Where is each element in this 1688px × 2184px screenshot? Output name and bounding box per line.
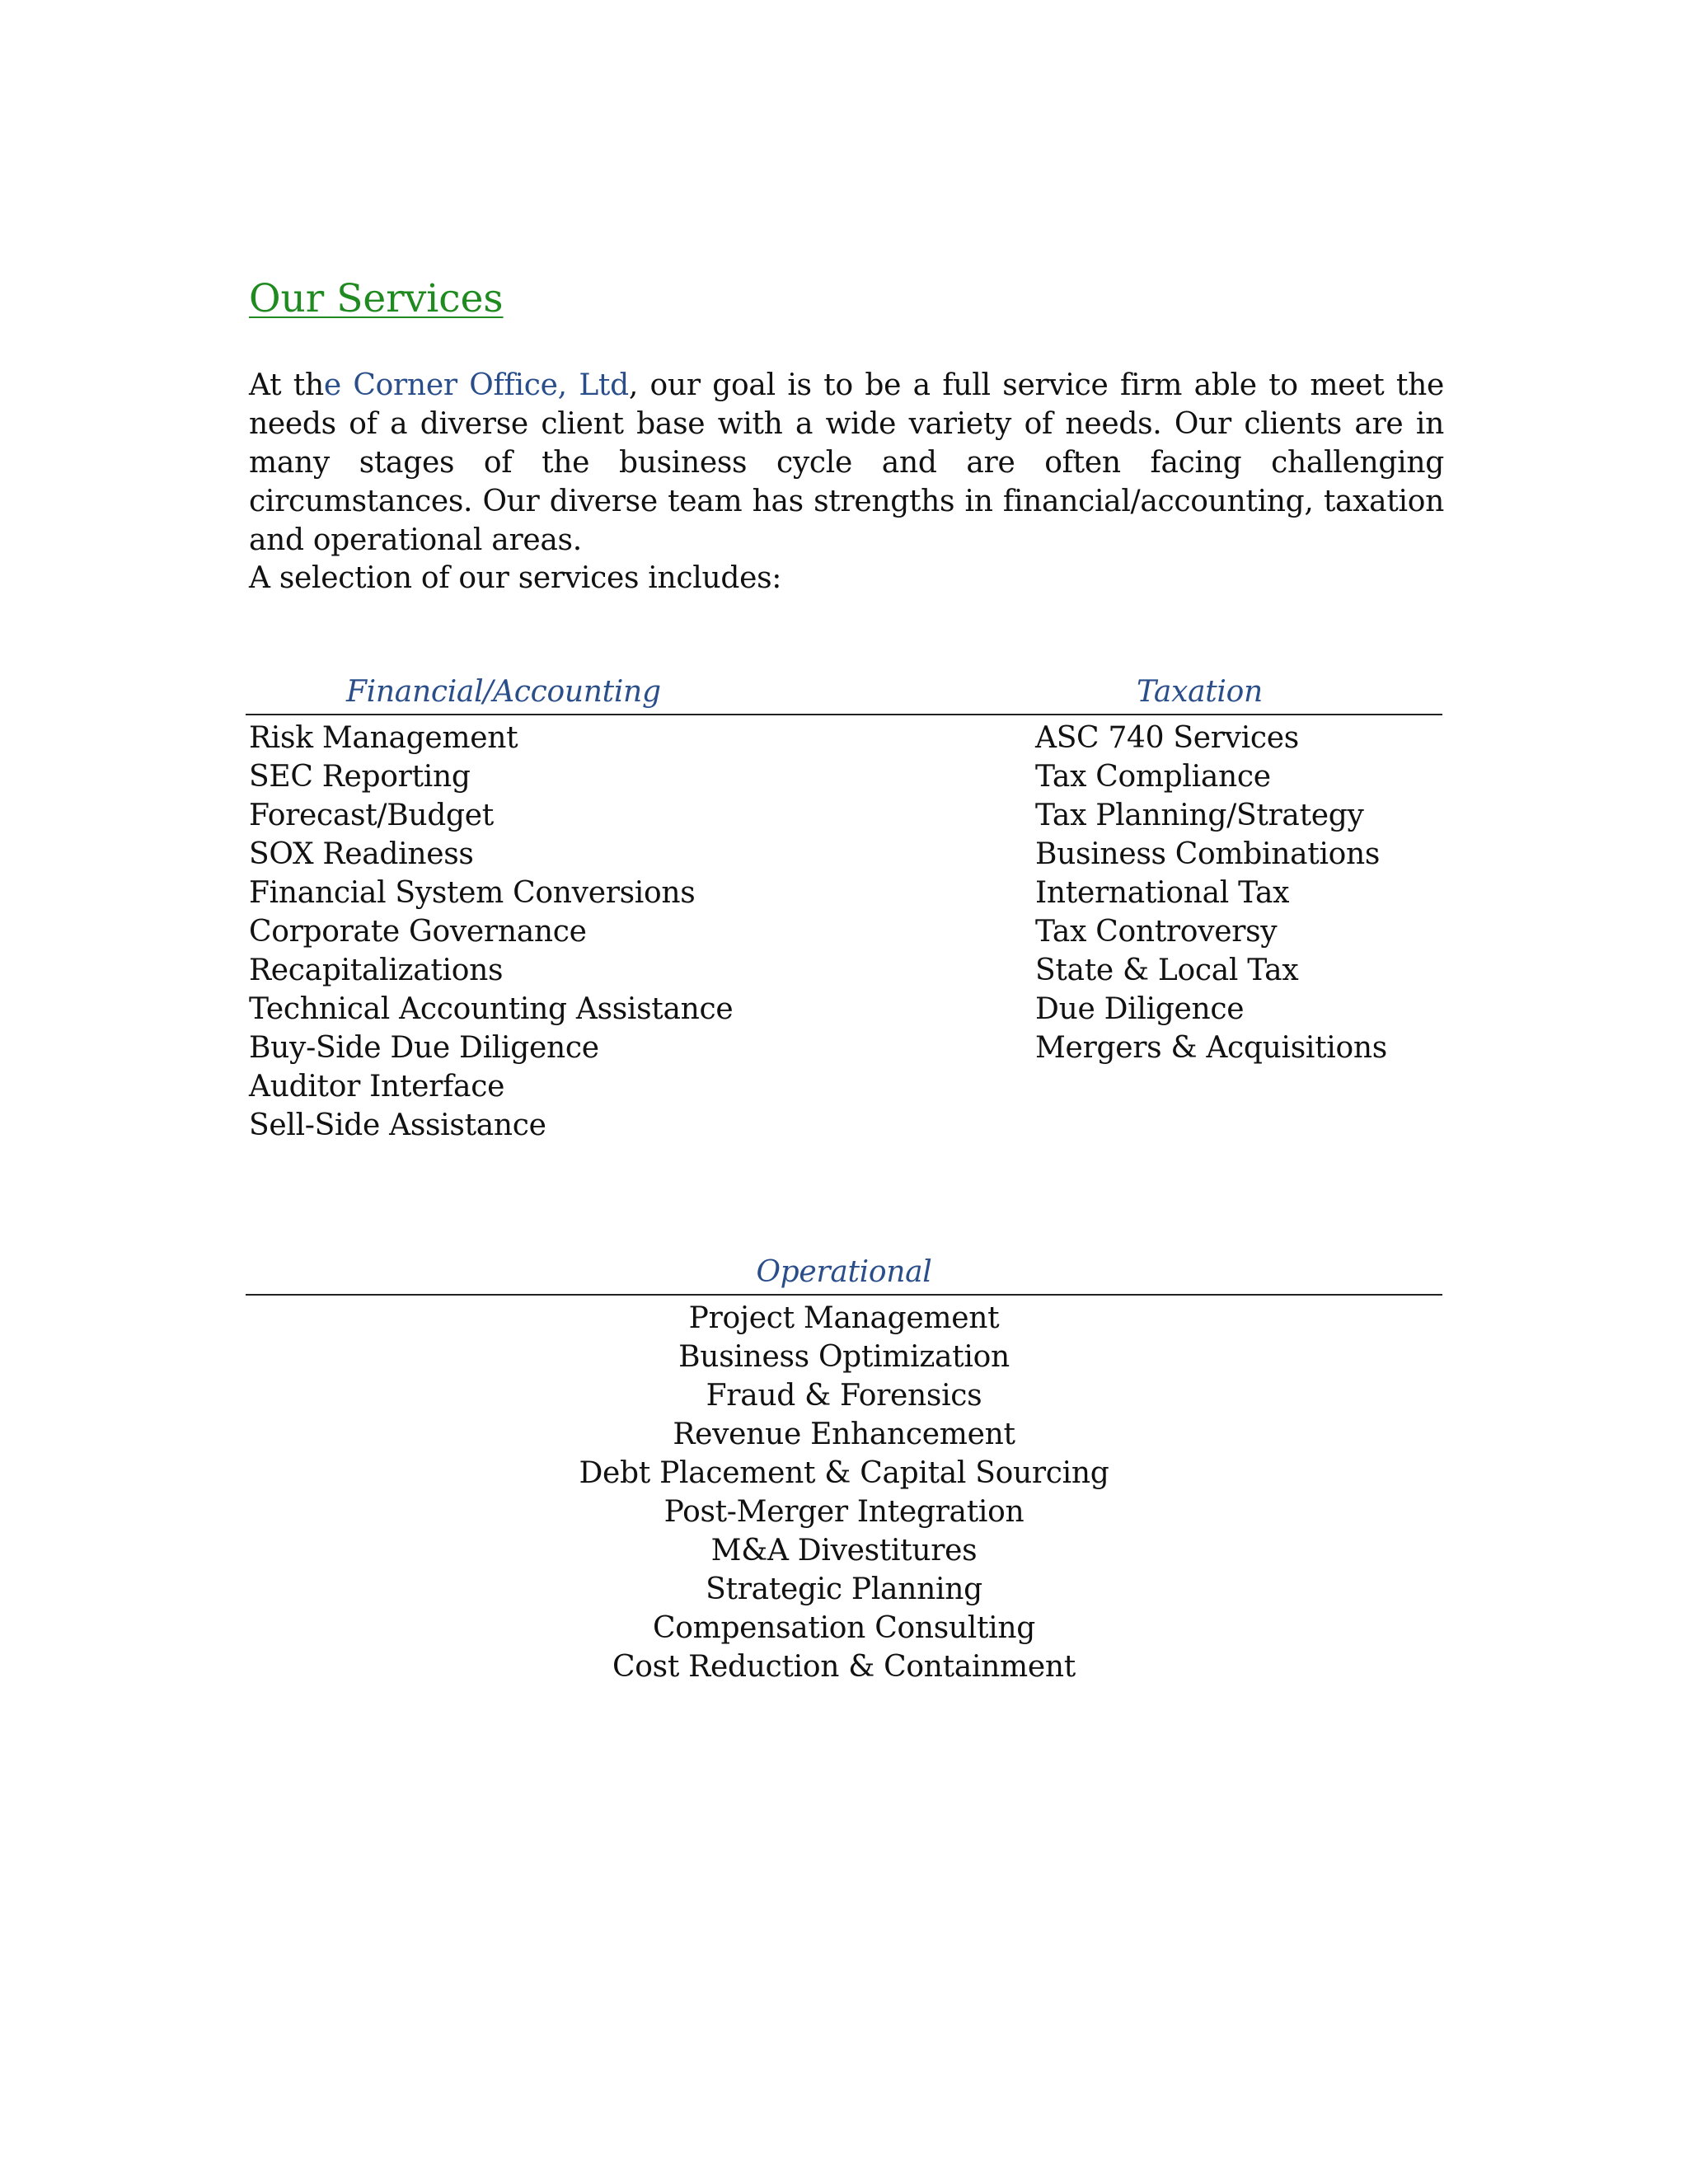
list-item: Project Management — [688, 1301, 1000, 1335]
list-item: SOX Readiness — [249, 837, 474, 871]
list-item: Revenue Enhancement — [673, 1418, 1015, 1451]
list-item: Recapitalizations — [249, 954, 504, 987]
intro-prefix: At th — [249, 368, 324, 402]
list-item: ASC 740 Services — [1035, 721, 1299, 755]
list-item: Forecast/Budget — [249, 799, 494, 832]
list-item: Tax Compliance — [1035, 760, 1271, 794]
list-item: Technical Accounting Assistance — [249, 992, 734, 1026]
list-item: Fraud & Forensics — [706, 1379, 982, 1413]
page-title: Our Services — [249, 276, 504, 321]
list-item: Business Combinations — [1035, 837, 1381, 871]
list-item: Tax Controversy — [1035, 915, 1278, 949]
services-divider-bottom — [246, 1294, 1442, 1296]
list-item: M&A Divestitures — [710, 1534, 978, 1568]
list-item: Due Diligence — [1035, 992, 1245, 1026]
list-item: Strategic Planning — [706, 1572, 982, 1606]
list-item: Cost Reduction & Containment — [612, 1650, 1076, 1684]
operational-heading: Operational — [756, 1255, 932, 1289]
list-item: Financial System Conversions — [249, 876, 696, 910]
list-item: Debt Placement & Capital Sourcing — [579, 1456, 1109, 1490]
list-item: State & Local Tax — [1035, 954, 1299, 987]
list-item: Corporate Governance — [249, 915, 587, 949]
list-item: Mergers & Acquisitions — [1035, 1031, 1387, 1065]
financial-list — [249, 719, 733, 1145]
list-item: Post-Merger Integration — [663, 1495, 1025, 1529]
list-item: International Tax — [1035, 876, 1290, 910]
list-item: SEC Reporting — [249, 760, 471, 794]
intro-paragraph — [249, 366, 1444, 560]
list-item: Compensation Consulting — [652, 1611, 1035, 1645]
list-item: Business Optimization — [678, 1340, 1010, 1374]
services-divider-top — [246, 714, 1442, 715]
firm-name: e Corner Office, Ltd — [323, 368, 629, 402]
list-item: Sell-Side Assistance — [249, 1108, 546, 1142]
financial-heading: Financial/Accounting — [346, 675, 661, 709]
list-item: Auditor Interface — [249, 1070, 505, 1104]
taxation-heading: Taxation — [1137, 675, 1263, 709]
selection-intro: A selection of our services includes: — [249, 561, 782, 595]
list-item: Risk Management — [249, 721, 518, 755]
list-item: Buy-Side Due Diligence — [249, 1031, 599, 1065]
intro-rest: , our goal is to be a full service firm able to meet the needs of a diverse client base with a wide variety of needs. Our clients are in many stages of the business cycle and are often facing challenging circumstances. Our diverse team has strengths in financial/accounting, taxation and operational areas. — [249, 368, 1444, 557]
list-item: Tax Planning/Strategy — [1035, 799, 1364, 832]
taxation-list — [1035, 719, 1387, 1067]
operational-list — [246, 1299, 1442, 1686]
